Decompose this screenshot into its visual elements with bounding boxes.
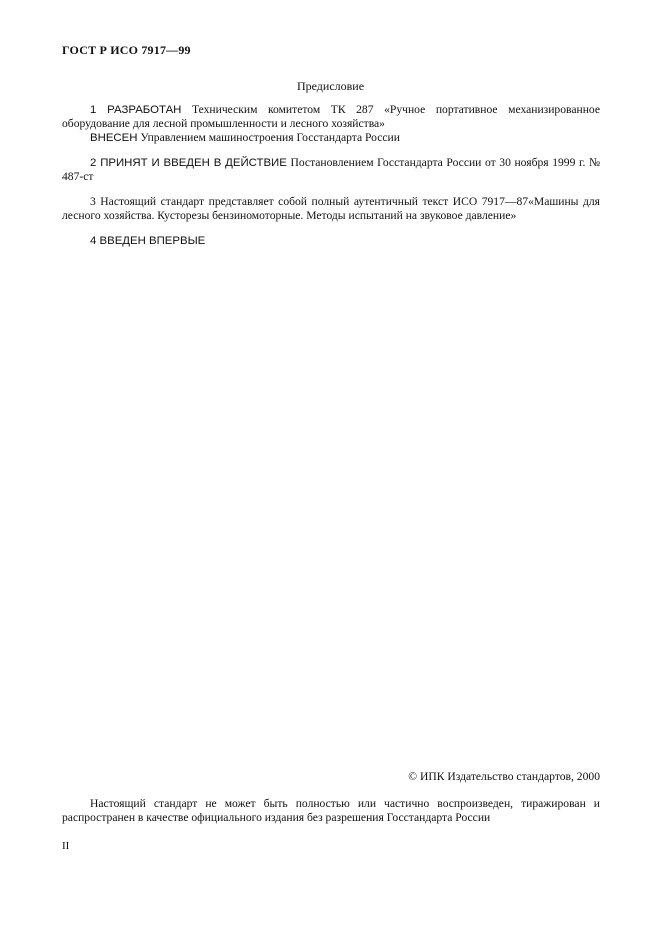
page-title: Предисловие [296, 79, 365, 93]
paragraph-lead: 4 ВВЕДЕН ВПЕРВЫЕ [90, 235, 206, 247]
paragraph-text: Техническим комитетом ТК 287 «Ручное портативное механизированное оборудование для лесной промышленности и лесного хозяйства» [62, 103, 600, 130]
paragraph-text: 3 Настоящий стандарт представляет собой полный аутентичный текст ИСО 7917—87«Машины для лесного хозяйства. Кусторезы бензиномоторные. Методы испытаний на звуковое давление» [62, 195, 600, 222]
paragraph-introduced [62, 131, 600, 145]
paragraph-lead: 1 РАЗРАБОТАН [90, 104, 182, 116]
paragraph-developed [62, 103, 600, 131]
standard-code: ГОСТ Р ИСО 7917—99 [62, 43, 191, 57]
paragraph-lead: 2 ПРИНЯТ И ВВЕДЕН В ДЕЙСТВИЕ [90, 157, 287, 169]
paragraph-lead: ВНЕСЕН [90, 132, 138, 144]
page-number: II [62, 840, 70, 852]
paragraph-text: Управлением машиностроения Госстандарта России [137, 131, 400, 144]
paragraph-first-introduced [62, 234, 600, 248]
paragraph-adopted [62, 156, 600, 184]
copyright-notice: © ИПК Издательство стандартов, 2000 [408, 770, 600, 783]
reproduction-notice [62, 797, 600, 825]
paragraph-text: Постановлением Госстандарта России от 30 ноября 1999 г. № 487-ст [62, 156, 601, 183]
notice-text: Настоящий стандарт не может быть полностью или частично воспроизведен, тиражирован и распространен в качестве официального издания без разрешения Госстандарта России [62, 797, 600, 824]
paragraph-authentic-text [62, 195, 600, 223]
